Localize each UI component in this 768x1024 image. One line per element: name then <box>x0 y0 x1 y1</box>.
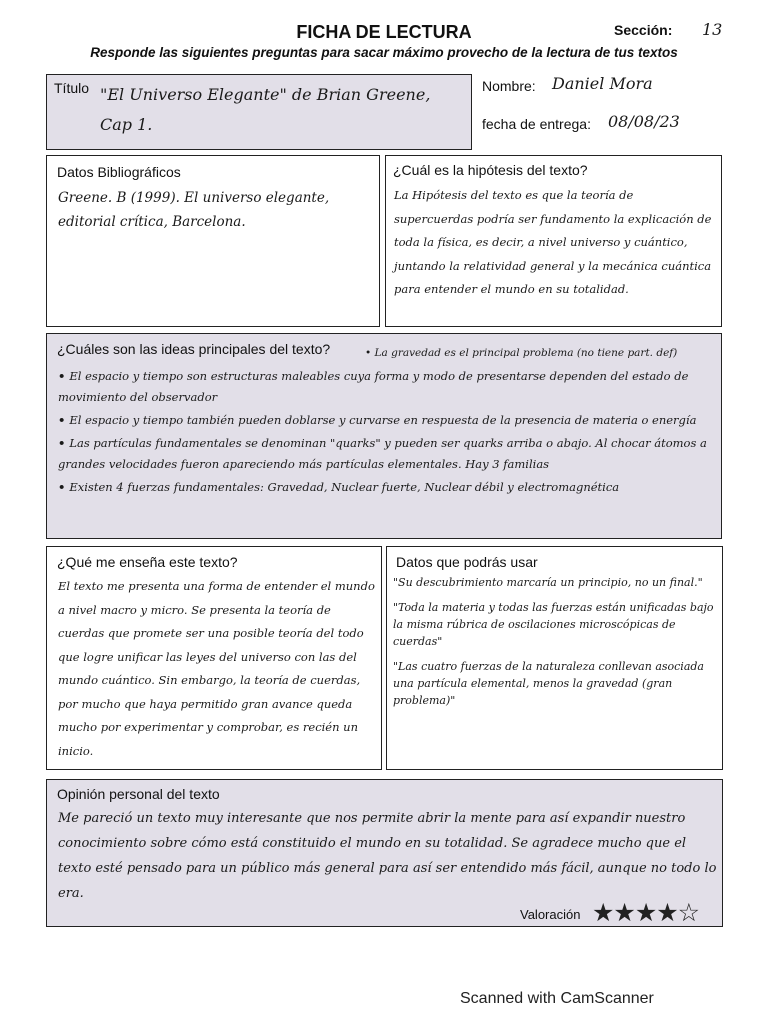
opinion-label: Opinión personal del texto <box>57 786 220 802</box>
name-label: Nombre: <box>482 78 536 94</box>
title-label: Título <box>54 80 90 96</box>
bullet-icon: • <box>58 369 66 383</box>
bibliographic-text: Greene. B (1999). El universo elegante, editorial crítica, Barcelona. <box>58 190 330 230</box>
hypothesis-label: ¿Cuál es la hipótesis del texto? <box>393 162 588 178</box>
due-date-value: 08/08/23 <box>608 112 680 131</box>
title-value: "El Universo Elegante" de Brian Greene, Cap 1. <box>100 85 431 134</box>
usable-data-list <box>393 574 719 717</box>
main-ideas-label: ¿Cuáles son las ideas principales del texto? <box>57 341 331 357</box>
name-value: Daniel Mora <box>552 74 653 93</box>
scanner-watermark: Scanned with CamScanner <box>460 990 654 1007</box>
list-item: • Existen 4 fuerzas fundamentales: Gravedad, Nuclear fuerte, Nuclear débil y electromagnética <box>58 480 620 494</box>
list-item: • El espacio y tiempo son estructuras maleables cuya forma y modo de presentarse dependen del estado de movimiento del observador <box>58 369 689 404</box>
list-item: • El espacio y tiempo también pueden doblarse y curvarse en respuesta de la presencia de materia o energía <box>58 413 697 427</box>
opinion-text: Me pareció un texto muy interesante que nos permite abrir la mente para así expandir nuestro conocimiento sobre cómo está constituido el mundo en su totalidad. Se agradece mucho que el texto esté pensado para un público más general para así ser entendido más fácil, aunque no todo lo era. <box>58 811 717 901</box>
list-item: "Su descubrimiento marcaría un principio, no un final." <box>393 576 703 589</box>
lesson-label: ¿Qué me enseña este texto? <box>57 554 238 570</box>
hypothesis-text: La Hipótesis del texto es que la teoría de supercuerdas podría ser fundamento la explicación de toda la física, es decir, a nivel universo y cuántico, juntando la relatividad general y la mecánica cuántica para entender el mundo en su totalidad. <box>394 188 712 296</box>
main-ideas-list <box>58 366 718 500</box>
bullet-icon: • <box>58 413 66 427</box>
lesson-text: El texto me presenta una forma de entender el mundo a nivel macro y micro. Se presenta la teoría de cuerdas que promete ser una posible teoría del todo que logre unificar las leyes del universo con las del mundo cuántico. Sin embargo, la teoría de cuerdas, por mucho que haya permitido gran avance queda mucho por experimentar y comprobar, es recién un inicio. <box>58 579 375 758</box>
list-item: "Las cuatro fuerzas de la naturaleza conllevan asociada una partícula elemental, menos la gravedad (gran problema)" <box>393 660 704 707</box>
list-item: • Las partículas fundamentales se denominan "quarks" y pueden ser quarks arriba o abajo. Al chocar átomos a grandes velocidades fueron apareciendo más partículas elementales. Hay 3 familias <box>58 436 707 471</box>
bullet-icon: • <box>58 436 66 450</box>
rating-stars-icon: ★★★★☆ <box>592 898 700 927</box>
bullet-icon: • <box>58 480 66 494</box>
list-item: "Toda la materia y todas las fuerzas están unificadas bajo la misma rúbrica de oscilaciones microscópicas de cuerdas" <box>393 601 714 648</box>
usable-data-label: Datos que podrás usar <box>396 554 538 570</box>
section-label: Sección: <box>614 22 673 38</box>
form-subtitle: Responde las siguientes preguntas para sacar máximo provecho de la lectura de tus textos <box>90 45 678 60</box>
due-date-label: fecha de entrega: <box>482 116 591 132</box>
section-value: 13 <box>702 20 723 39</box>
main-ideas-note: • La gravedad es el principal problema (no tiene part. def) <box>365 347 678 359</box>
form-title: FICHA DE LECTURA <box>296 22 472 42</box>
bibliographic-box <box>46 155 380 327</box>
bibliographic-label: Datos Bibliográficos <box>57 164 181 180</box>
rating-label: Valoración <box>520 907 581 922</box>
